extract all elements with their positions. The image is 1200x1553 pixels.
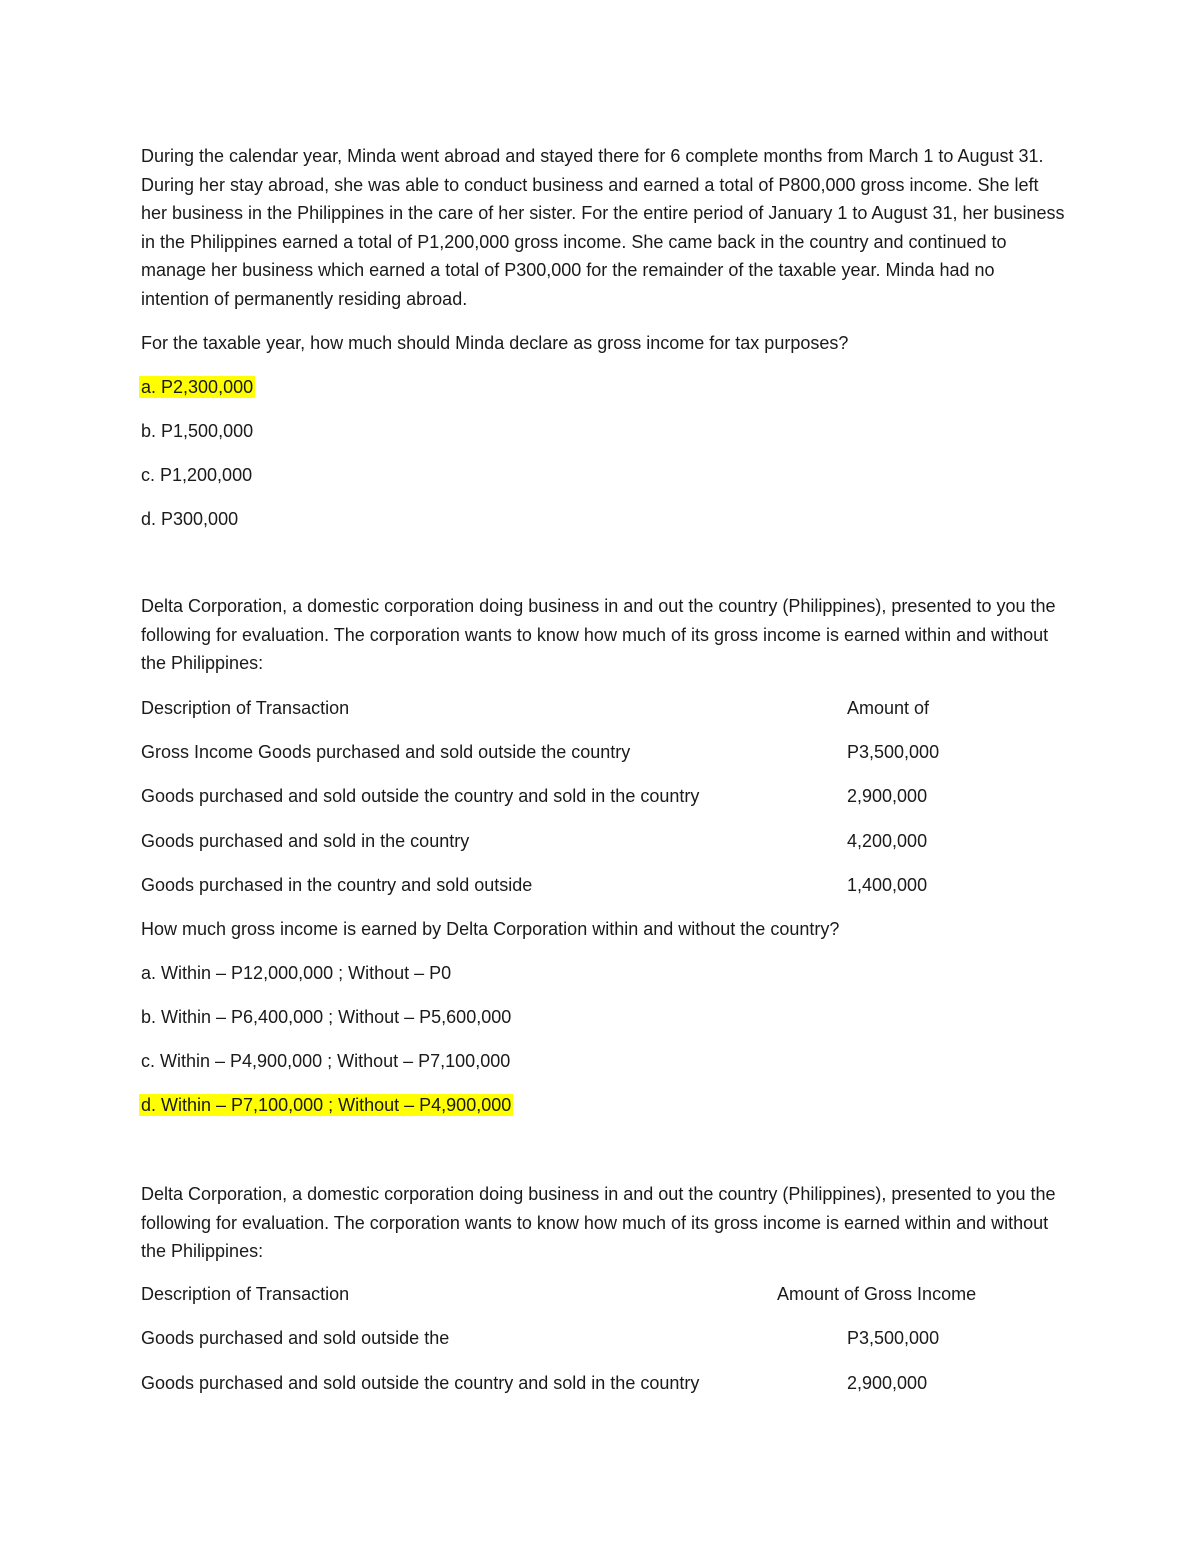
q2-question: How much gross income is earned by Delta Corporation within and without the country? [141,919,840,939]
q2-row-desc: Goods purchased in the country and sold outside [141,875,533,895]
q2-row-amount: 1,400,000 [847,875,928,895]
q1-choice-b: b. P1,500,000 [141,421,254,441]
q2-choice-c: c. Within – P4,900,000 ; Without – P7,100,000 [141,1051,511,1071]
q3-header-amount: Amount of Gross Income [777,1284,977,1304]
q2-choice-b: b. Within – P6,400,000 ; Without – P5,600,000 [141,1007,512,1027]
q2-choice-d [141,1093,513,1117]
q3-row-desc: Goods purchased and sold outside the country and sold in the country [141,1373,700,1393]
q3-row-desc: Goods purchased and sold outside the [141,1328,450,1348]
q2-row-amount: P3,500,000 [847,742,940,762]
q1-choice-d: d. P300,000 [141,509,239,529]
q2-row-amount: 2,900,000 [847,786,928,806]
q2-row-desc: Goods purchased and sold in the country [141,831,470,851]
q1-choice-a [141,375,255,399]
q2-paragraph: Delta Corporation, a domestic corporation doing business in and out the country (Philippines), presented to you the following for evaluation. The corporation wants to know how much of its gross income is earned within and without the Philippines: [141,596,1056,673]
q2-row-desc: Gross Income Goods purchased and sold outside the country [141,742,631,762]
q2-choice-d-highlight: d. Within – P7,100,000 ; Without – P4,900,000 [141,1095,512,1115]
q3-row-amount: 2,900,000 [847,1373,928,1393]
q3-row-amount: P3,500,000 [847,1328,940,1348]
q1-paragraph: During the calendar year, Minda went abroad and stayed there for 6 complete months from March 1 to August 31. During her stay abroad, she was able to conduct business and earned a total of P800,000 gross income. She left her business in the Philippines in the care of her sister. For the entire period of January 1 to August 31, her business in the Philippines earned a total of P1,200,000 gross income. She came back in the country and continued to manage her business which earned a total of P300,000 for the remainder of the taxable year. Minda had no intention of permanently residing abroad. [141,146,1065,309]
q2-row-desc: Goods purchased and sold outside the country and sold in the country [141,786,700,806]
q2-header-desc: Description of Transaction [141,698,350,718]
q3-paragraph: Delta Corporation, a domestic corporation doing business in and out the country (Philippines), presented to you the following for evaluation. The corporation wants to know how much of its gross income is earned within and without the Philippines: [141,1184,1056,1261]
q2-choice-a: a. Within – P12,000,000 ; Without – P0 [141,963,452,983]
q1-choice-a-highlight: a. P2,300,000 [141,377,254,397]
q1-choice-c: c. P1,200,000 [141,465,253,485]
q2-header-amount: Amount of [847,698,930,718]
q3-header-desc: Description of Transaction [141,1284,350,1304]
q1-question: For the taxable year, how much should Minda declare as gross income for tax purposes? [141,333,849,353]
q2-row-amount: 4,200,000 [847,831,928,851]
